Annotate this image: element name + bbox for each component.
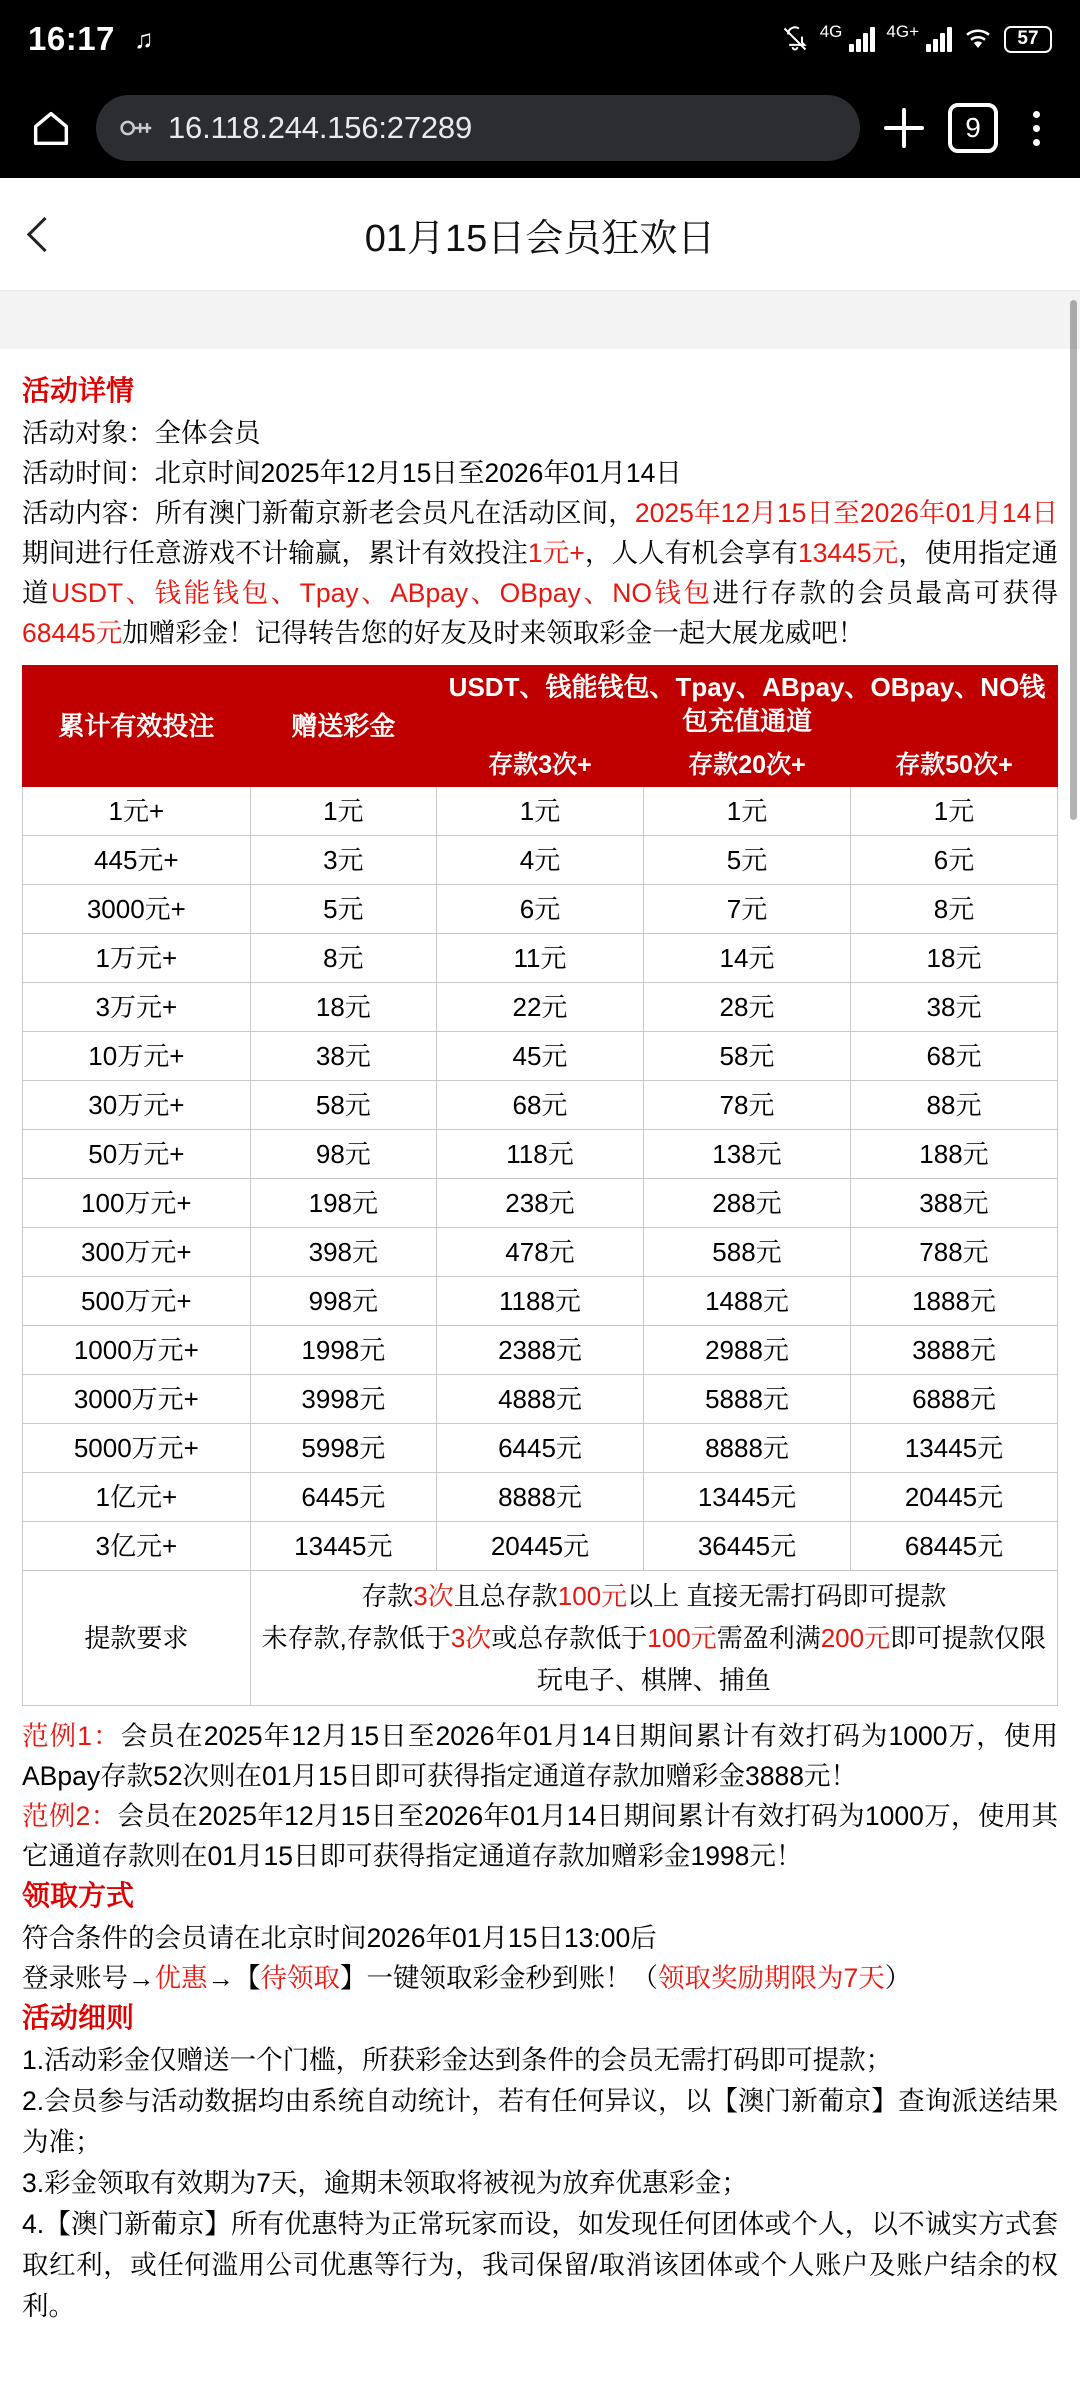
rule-item-2: 2.会员参与活动数据均由系统自动统计，若有任何异议，以【澳门新葡京】查询派送结果为准； [22, 2086, 1058, 2157]
page-title: 01月15日会员狂欢日 [364, 217, 716, 260]
signal-bars-2-icon [926, 26, 952, 52]
rule-item-4: 4.【澳门新葡京】所有优惠特为正常玩家而设，如发现任何团体或个人，以不诚实方式套取红利，或任何滥用公司优惠等行为，我司保留/取消该团体或个人账户及账户结余的权利。 [22, 2209, 1058, 2321]
cell-bet: 5000万元+ [23, 1424, 251, 1473]
address-bar[interactable] [96, 95, 860, 161]
cell-d3: 2388元 [436, 1326, 643, 1375]
rule-item-3: 3.彩金领取有效期为7天，逾期未领取将被视为放弃优惠彩金； [22, 2168, 748, 2198]
cell-bonus: 3998元 [250, 1375, 436, 1424]
cell-d3: 8888元 [436, 1473, 643, 1522]
cell-d3: 118元 [436, 1130, 643, 1179]
cell-bet: 445元+ [23, 836, 251, 885]
wl2r2: 100元 [647, 1623, 717, 1653]
cell-d50: 1元 [850, 787, 1057, 836]
cell-bet: 100万元+ [23, 1179, 251, 1228]
example-2-label: 范例2： [22, 1801, 118, 1831]
cell-d20: 588元 [643, 1228, 850, 1277]
activity-content-max-bonus: 68445元 [22, 618, 123, 648]
signal-bars-1-icon [849, 26, 875, 52]
cell-d20: 138元 [643, 1130, 850, 1179]
reward-table-header-row-1 [23, 666, 1058, 743]
home-icon[interactable] [22, 99, 80, 157]
cell-d50: 38元 [850, 983, 1057, 1032]
activity-content-max-base: 13445元 [797, 538, 899, 568]
activity-time-label: 活动时间： [22, 458, 155, 488]
wl1c: 以上 直接无需打码即可提款 [627, 1581, 947, 1611]
cell-d20: 28元 [643, 983, 850, 1032]
cell-bonus: 13445元 [250, 1522, 436, 1571]
activity-content-p5: 进行存款的会员最高可获得 [712, 578, 1059, 608]
table-row [23, 1522, 1058, 1571]
table-row [23, 885, 1058, 934]
wl2b: 或总存款低于 [491, 1623, 648, 1653]
example-2-text: 会员在2025年12月15日至2026年01月14日期间累计有效打码为1000万，使用其它通道存款则在01月15日即可获得指定通道存款加赠彩金1998元！ [22, 1801, 1058, 1871]
header-spacer [0, 291, 1080, 349]
cell-d50: 388元 [850, 1179, 1057, 1228]
reward-table-head [23, 666, 1058, 787]
cell-d20: 78元 [643, 1081, 850, 1130]
cell-d3: 1元 [436, 787, 643, 836]
example-1-text: 会员在2025年12月15日至2026年01月14日期间累计有效打码为1000万，使用ABpay存款52次则在01月15日即可获得指定通道存款加赠彩金3888元！ [22, 1721, 1058, 1791]
wl2d: 即可提款仅限玩电子、棋牌、捕鱼 [536, 1623, 1047, 1695]
activity-content-row [22, 493, 1058, 653]
claim-heading: 领取方式 [22, 1880, 135, 1911]
activity-content-p1: 所有澳门新葡京新老会员凡在活动区间， [155, 498, 635, 528]
wl1b: 且总存款 [453, 1581, 558, 1611]
cell-d20: 13445元 [643, 1473, 850, 1522]
cell-bet: 3亿元+ [23, 1522, 251, 1571]
status-bar-right [781, 22, 1052, 53]
wifi-icon [963, 26, 993, 52]
cell-bet: 10万元+ [23, 1032, 251, 1081]
cell-bonus: 3元 [250, 836, 436, 885]
status-bar [0, 0, 1080, 78]
cell-d50: 788元 [850, 1228, 1057, 1277]
activity-target-row [22, 413, 1058, 453]
cell-bonus: 398元 [250, 1228, 436, 1277]
cell-d50: 88元 [850, 1081, 1057, 1130]
cell-d50: 188元 [850, 1130, 1057, 1179]
cell-d20: 2988元 [643, 1326, 850, 1375]
cell-bet: 300万元+ [23, 1228, 251, 1277]
wl1r1: 3次 [413, 1581, 454, 1611]
cell-d3: 6元 [436, 885, 643, 934]
tab-switcher-button[interactable]: 9 [948, 103, 998, 153]
withdraw-requirement-body [250, 1571, 1057, 1706]
table-row [23, 1130, 1058, 1179]
header-deposit-20: 存款20次+ [643, 743, 850, 787]
cell-d50: 68元 [850, 1032, 1057, 1081]
example-1 [22, 1716, 1058, 1796]
rule-item-1: 1.活动彩金仅赠送一个门槛，所获彩金达到条件的会员无需打码即可提款； [22, 2045, 893, 2075]
cell-bonus: 1元 [250, 787, 436, 836]
wl1a: 存款 [361, 1581, 414, 1611]
cell-d3: 68元 [436, 1081, 643, 1130]
cell-bonus: 6445元 [250, 1473, 436, 1522]
cell-d3: 11元 [436, 934, 643, 983]
activity-time-row [22, 453, 1058, 493]
withdraw-requirement-label: 提款要求 [23, 1571, 251, 1706]
cell-d50: 68445元 [850, 1522, 1057, 1571]
table-row [23, 1032, 1058, 1081]
activity-content-label: 活动内容： [22, 498, 156, 528]
claim-line2-d: ） [884, 1963, 912, 1993]
cell-bet: 3万元+ [23, 983, 251, 1032]
claim-promo-menu: 优惠 [154, 1963, 208, 1993]
cell-bonus: 198元 [250, 1179, 436, 1228]
cell-d50: 20445元 [850, 1473, 1057, 1522]
cell-bonus: 58元 [250, 1081, 436, 1130]
rules-heading: 活动细则 [22, 2002, 135, 2033]
activity-content-date-range: 2025年12月15日至2026年01月14日 [634, 498, 1059, 528]
cell-bonus: 18元 [250, 983, 436, 1032]
cell-d20: 1488元 [643, 1277, 850, 1326]
table-row [23, 1277, 1058, 1326]
tiktok-music-note-icon: ♫ [134, 24, 154, 54]
cell-bet: 1000万元+ [23, 1326, 251, 1375]
activity-content-min-bet: 1元+ [527, 538, 585, 568]
claim-line2-a: 登录账号→ [22, 1963, 155, 1993]
cell-bonus: 5元 [250, 885, 436, 934]
cell-d50: 6元 [850, 836, 1057, 885]
cell-d50: 1888元 [850, 1277, 1057, 1326]
battery-indicator: 57 [1004, 26, 1052, 53]
claim-deadline: 领取奖励期限为7天 [658, 1963, 885, 1993]
wl2r1: 3次 [450, 1623, 492, 1653]
rules-list [22, 2040, 1058, 2327]
cell-bet: 1万元+ [23, 934, 251, 983]
withdraw-requirement-row [23, 1571, 1058, 1706]
back-chevron-icon[interactable] [0, 178, 80, 290]
cell-d20: 288元 [643, 1179, 850, 1228]
reward-table [22, 665, 1058, 1706]
cell-d3: 1188元 [436, 1277, 643, 1326]
header-total-bet: 累计有效投注 [23, 666, 251, 787]
cell-d3: 45元 [436, 1032, 643, 1081]
cell-d3: 4888元 [436, 1375, 643, 1424]
header-channel-group: USDT、钱能钱包、Tpay、ABpay、OBpay、NO钱包充值通道 [436, 666, 1057, 743]
claim-line-1: 符合条件的会员请在北京时间2026年01月15日13:00后 [22, 1923, 657, 1953]
table-row [23, 1081, 1058, 1130]
activity-content-channels: USDT、钱能钱包、Tpay、ABpay、OBpay、NO钱包 [51, 578, 713, 608]
table-row [23, 934, 1058, 983]
cell-bet: 3000万元+ [23, 1375, 251, 1424]
cell-d3: 22元 [436, 983, 643, 1032]
wl2a: 未存款,存款低于 [261, 1623, 451, 1653]
table-row [23, 1424, 1058, 1473]
cell-d50: 8元 [850, 885, 1057, 934]
table-row [23, 1375, 1058, 1424]
status-time: 16:17 [28, 20, 115, 57]
cell-d20: 5元 [643, 836, 850, 885]
cell-d50: 13445元 [850, 1424, 1057, 1473]
cell-bet: 50万元+ [23, 1130, 251, 1179]
cell-bet: 500万元+ [23, 1277, 251, 1326]
activity-content-p2: 期间进行任意游戏不计输赢，累计有效投注 [22, 538, 528, 568]
wl2c: 需盈利满 [716, 1623, 821, 1653]
page-header [0, 178, 1080, 291]
cell-d3: 6445元 [436, 1424, 643, 1473]
example-1-label: 范例1： [22, 1721, 121, 1751]
activity-target-value: 全体会员 [154, 418, 261, 448]
reward-table-body [23, 787, 1058, 1706]
table-row [23, 1179, 1058, 1228]
cell-d3: 478元 [436, 1228, 643, 1277]
withdraw-line-2 [253, 1617, 1055, 1701]
cell-bet: 3000元+ [23, 885, 251, 934]
table-row [23, 983, 1058, 1032]
promo-content [0, 349, 1080, 2327]
activity-content-p3: ，人人有机会享有 [584, 538, 798, 568]
page-scrollbar[interactable] [1070, 300, 1077, 820]
cell-d20: 36445元 [643, 1522, 850, 1571]
activity-content-p4: ，使用指定通道 [22, 538, 1059, 608]
cell-d20: 58元 [643, 1032, 850, 1081]
cell-bonus: 1998元 [250, 1326, 436, 1375]
cell-d20: 1元 [643, 787, 850, 836]
network-type-1: 4G [819, 22, 843, 41]
cell-bet: 1元+ [23, 787, 251, 836]
activity-content-p6: 加赠彩金！记得转告您的好友及时来领取彩金一起大展龙威吧！ [122, 618, 865, 648]
table-row [23, 836, 1058, 885]
cell-bet: 1亿元+ [23, 1473, 251, 1522]
cell-bet: 30万元+ [23, 1081, 251, 1130]
activity-target-label: 活动对象： [22, 418, 155, 448]
detail-heading: 活动详情 [22, 375, 135, 406]
page-info-icon [118, 113, 154, 143]
cell-d3: 4元 [436, 836, 643, 885]
more-vertical-icon[interactable] [1014, 100, 1058, 156]
cell-d50: 3888元 [850, 1326, 1057, 1375]
table-row [23, 787, 1058, 836]
table-row [23, 1228, 1058, 1277]
bell-muted-icon [781, 25, 809, 53]
table-row [23, 1326, 1058, 1375]
cell-d50: 18元 [850, 934, 1057, 983]
cell-d20: 7元 [643, 885, 850, 934]
cell-d3: 20445元 [436, 1522, 643, 1571]
claim-pending-menu: 待领取 [260, 1963, 340, 1993]
cell-bonus: 8元 [250, 934, 436, 983]
cell-d20: 14元 [643, 934, 850, 983]
cell-d20: 5888元 [643, 1375, 850, 1424]
header-deposit-50: 存款50次+ [850, 743, 1057, 787]
table-row [23, 1473, 1058, 1522]
new-tab-button[interactable] [876, 100, 932, 156]
activity-time-value: 北京时间2025年12月15日至2026年01月14日 [154, 458, 682, 488]
header-deposit-3: 存款3次+ [436, 743, 643, 787]
network-type-2: 4G+ [886, 22, 919, 41]
cell-bonus: 98元 [250, 1130, 436, 1179]
cell-d50: 6888元 [850, 1375, 1057, 1424]
cell-d20: 8888元 [643, 1424, 850, 1473]
status-bar-left [28, 20, 159, 58]
cell-d3: 238元 [436, 1179, 643, 1228]
claim-line2-c: 】一键领取彩金秒到账！（ [340, 1963, 658, 1993]
wl2r3: 200元 [820, 1623, 891, 1653]
example-2 [22, 1796, 1058, 1876]
cell-bonus: 38元 [250, 1032, 436, 1081]
claim-line2-b: →【 [207, 1963, 261, 1993]
url-text: 16.118.244.156:27289 [168, 110, 473, 145]
wl1r2: 100元 [557, 1581, 628, 1611]
withdraw-line-1 [253, 1575, 1055, 1617]
claim-line-2 [22, 1958, 1058, 1998]
header-bonus: 赠送彩金 [250, 666, 436, 787]
cell-bonus: 998元 [250, 1277, 436, 1326]
cell-bonus: 5998元 [250, 1424, 436, 1473]
browser-toolbar [0, 78, 1080, 178]
